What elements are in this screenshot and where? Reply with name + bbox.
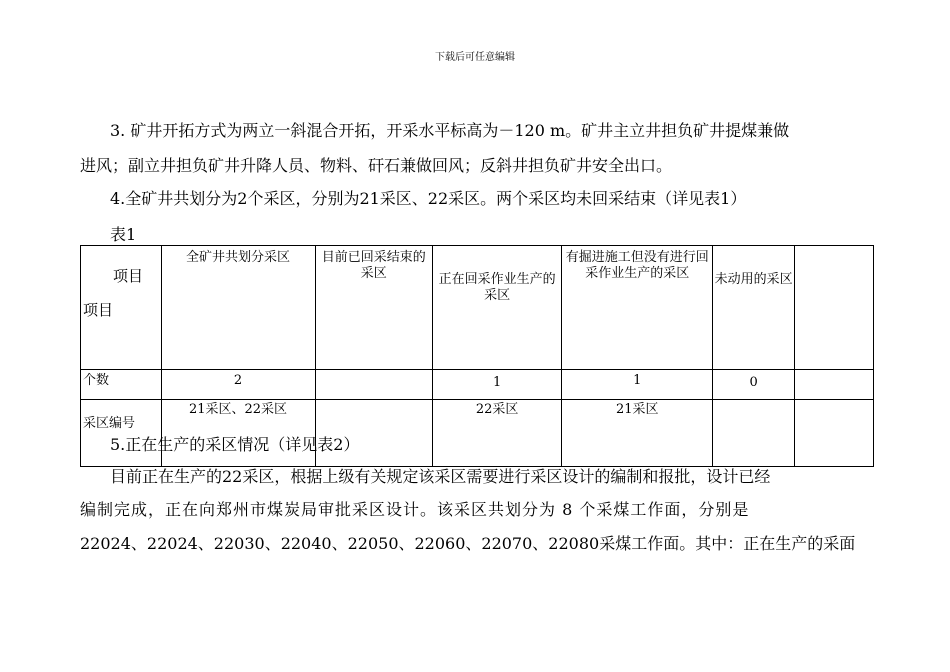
paragraph-line: 4.全矿井共划分为2个采区，分别为21采区、22采区。两个采区均未回采结束（详见表1） [110,189,747,208]
header-item-cell [81,246,162,370]
cell-count-producing: 1 [432,370,561,400]
paragraph-line: 22024、22024、22030、22040、22050、22060、22070、22080采煤工作面。其中：正在生产的采面 [80,534,856,553]
cell-ids-total: 21采区、22采区 [161,400,315,467]
table-header-row [81,246,874,370]
cell-ids-developing: 21采区 [562,400,713,467]
header-unused-areas: 未动用的采区 [713,246,795,370]
cell-count-developing: 1 [562,370,713,400]
header-total-areas: 全矿井共划分采区 [161,246,315,370]
cell-count-total: 2 [161,370,315,400]
cell-count-empty [795,370,874,400]
item-label-bottom: 项目 [83,301,114,319]
cell-count-unused: 0 [713,370,795,400]
header-producing-areas: 正在回采作业生产的采区 [432,246,561,370]
row-label-count: 个数 [81,370,162,400]
paragraph-line: 进风；副立井担负矿井升降人员、物料、矸石兼做回风；反斜井担负矿井安全出口。 [80,156,673,175]
page-header: 下载后可任意编辑 [435,52,515,63]
cell-count-finished [315,370,432,400]
table-row [81,370,874,400]
cell-ids-producing: 22采区 [432,400,561,467]
header-finished-areas: 目前已回采结束的采区 [315,246,432,370]
item-label-top: 项目 [113,267,144,285]
header-developing-areas: 有掘进施工但没有进行回采作业生产的采区 [562,246,713,370]
row-label-ids: 采区编号 [81,400,162,467]
header-empty [795,246,874,370]
paragraph-line: 编制完成，正在向郑州市煤炭局审批采区设计。该采区共划分为 8 个采煤工作面，分别是 [80,500,750,519]
table-caption: 表1 [110,225,137,244]
section-heading: 5.正在生产的采区情况（详见表2） [110,435,360,454]
paragraph-line: 目前正在生产的22采区，根据上级有关规定该采区需要进行采区设计的编制和报批，设计已经 [110,467,771,486]
paragraph-line: 3. 矿井开拓方式为两立一斜混合开拓，开采水平标高为－120 m。矿井主立井担负矿井提煤兼做 [110,121,790,140]
